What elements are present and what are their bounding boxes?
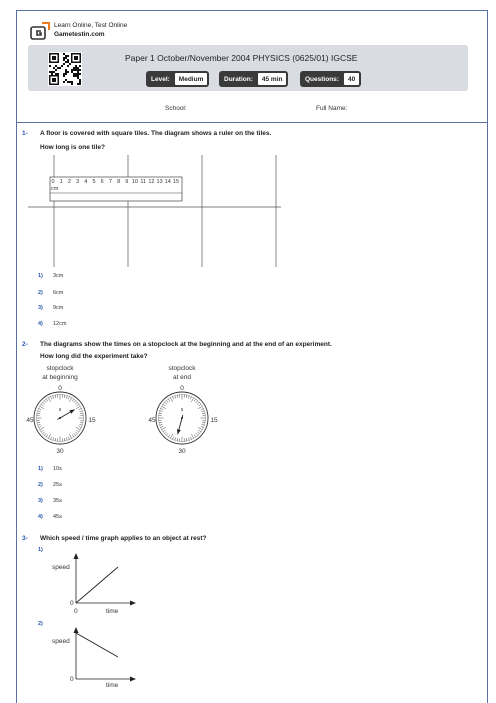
qr-module xyxy=(69,63,71,65)
ruler-tick-label: 3 xyxy=(76,179,79,185)
qr-module xyxy=(73,69,75,71)
qr-module xyxy=(77,67,79,69)
qr-module xyxy=(77,83,79,85)
qr-module xyxy=(69,81,71,83)
qr-code-icon xyxy=(48,52,82,86)
graph-1-ylabel: speed xyxy=(52,564,70,571)
ruler-tick-label: 6 xyxy=(101,179,104,185)
question-1-prompt: How long is one tile? xyxy=(40,144,105,151)
qr-finder-core xyxy=(74,56,78,60)
ruler-tick-label: 5 xyxy=(92,179,95,185)
clock-1-caption-1: stopclock xyxy=(46,365,74,372)
question-2-text: The diagrams show the times on a stopclock at the beginning and at the end of an experiment. xyxy=(40,341,332,348)
qr-module xyxy=(65,79,67,81)
duration-label: Duration: xyxy=(219,76,258,83)
qr-module xyxy=(53,71,55,73)
qr-module xyxy=(57,67,59,69)
qr-module xyxy=(63,57,65,59)
qr-finder-core xyxy=(52,78,56,82)
clock-1-label-right: 15 xyxy=(88,417,96,424)
qr-module xyxy=(79,81,81,83)
qr-module xyxy=(75,69,77,71)
qr-module xyxy=(73,73,75,75)
brand-tagline: Learn Online, Test Online xyxy=(54,21,127,30)
qr-module xyxy=(67,55,69,57)
q2-option-1[interactable]: 10s xyxy=(53,466,62,472)
qr-module xyxy=(65,61,67,63)
qr-module xyxy=(63,81,65,83)
q2-option-2-number: 2) xyxy=(38,482,43,488)
q3-option-2-number: 2) xyxy=(38,621,43,627)
stopclock-beginning xyxy=(20,362,130,458)
q1-option-4[interactable]: 12cm xyxy=(53,321,66,327)
qr-module xyxy=(77,75,79,77)
graph-2-xlabel: time xyxy=(106,682,119,689)
clock-1-caption-2: at beginning xyxy=(42,374,78,381)
qr-module xyxy=(55,69,57,71)
question-1-number: 1- xyxy=(22,130,28,137)
question-3-text: Which speed / time graph applies to an object at rest? xyxy=(40,535,207,542)
qr-module xyxy=(65,69,67,71)
stopclock-end xyxy=(142,362,252,458)
qr-module xyxy=(63,73,65,75)
qr-module xyxy=(79,83,81,85)
graph-1-y-arrow-icon xyxy=(74,553,79,559)
question-1-text: A floor is covered with square tiles. The diagram shows a ruler on the tiles. xyxy=(40,130,271,137)
qr-module xyxy=(49,65,51,67)
level-label: Level: xyxy=(146,76,175,83)
ruler-tick-label: 8 xyxy=(117,179,120,185)
ruler-tick-label: 1 xyxy=(60,179,63,185)
qr-module xyxy=(73,75,75,77)
q2-option-2[interactable]: 25s xyxy=(53,482,62,488)
qr-module xyxy=(73,67,75,69)
question-2-number: 2- xyxy=(22,341,28,348)
qr-module xyxy=(65,57,67,59)
graph-1-origin-x: 0 xyxy=(74,608,78,615)
clock-1-label-left: 45 xyxy=(26,417,34,424)
clock-2-label-top: 0 xyxy=(180,385,184,392)
q1-option-2-number: 2) xyxy=(38,290,43,296)
graph-1-x-arrow-icon xyxy=(130,601,136,606)
qr-module xyxy=(75,67,77,69)
clock-pivot xyxy=(181,417,183,419)
qr-module xyxy=(63,75,65,77)
clock-2-label-bottom: 30 xyxy=(178,448,186,455)
qr-module xyxy=(71,69,73,71)
q2-option-1-number: 1) xyxy=(38,466,43,472)
qr-module xyxy=(71,83,73,85)
brand-site: Gametestin.com xyxy=(54,30,127,39)
qr-module xyxy=(67,65,69,67)
qr-module xyxy=(75,75,77,77)
full-name-field-label: Full Name: xyxy=(316,105,347,112)
qr-module xyxy=(77,77,79,79)
qr-module xyxy=(79,65,81,67)
qr-module xyxy=(55,73,57,75)
clock-2-caption-2: at end xyxy=(173,374,191,381)
qr-module xyxy=(67,81,69,83)
q3-graph-1[interactable] xyxy=(50,551,140,617)
questions-label: Questions: xyxy=(300,76,344,83)
graph-2-y-arrow-icon xyxy=(74,627,79,633)
ruler-unit-label: cm xyxy=(51,186,59,192)
qr-module xyxy=(79,79,81,81)
tile-ruler-diagram xyxy=(28,155,284,267)
q2-option-4[interactable]: 45s xyxy=(53,514,62,520)
clock-2-unit: s xyxy=(181,407,184,413)
tile-grid xyxy=(28,155,281,267)
school-field-label: School: xyxy=(165,105,187,112)
ruler-tick-label: 9 xyxy=(125,179,128,185)
duration-value: 45 min xyxy=(258,73,287,85)
qr-module xyxy=(65,55,67,57)
clock-2-face xyxy=(156,392,208,444)
brand-text xyxy=(54,21,127,39)
qr-module xyxy=(65,73,67,75)
qr-module xyxy=(59,67,61,69)
ruler-tick-label: 14 xyxy=(165,179,171,185)
qr-module xyxy=(79,73,81,75)
level-badge xyxy=(146,71,209,87)
questions-value: 40 xyxy=(344,73,359,85)
clock-1-label-top: 0 xyxy=(58,385,62,392)
clock-pivot xyxy=(59,417,61,419)
q2-option-3[interactable]: 35s xyxy=(53,498,62,504)
paper-title: Paper 1 October/November 2004 PHYSICS (0625/01) IGCSE xyxy=(125,53,357,63)
qr-finder-core xyxy=(52,56,56,60)
qr-module xyxy=(67,59,69,61)
graph-2-x-arrow-icon xyxy=(130,677,136,682)
question-2-prompt: How long did the experiment take? xyxy=(40,353,148,360)
ruler-tick-label: 15 xyxy=(173,179,179,185)
q2-option-4-number: 4) xyxy=(38,514,43,520)
level-value: Medium xyxy=(175,73,208,85)
question-3-number: 3- xyxy=(22,535,28,542)
ruler-tick-label: 10 xyxy=(132,179,138,185)
qr-module xyxy=(49,71,51,73)
qr-module xyxy=(77,73,79,75)
graph-2-origin-y: 0 xyxy=(70,676,74,683)
duration-badge xyxy=(219,71,288,87)
clock-1-label-bottom: 30 xyxy=(56,448,64,455)
clock-1-unit: s xyxy=(59,407,62,413)
qr-module xyxy=(65,71,67,73)
qr-module xyxy=(67,71,69,73)
qr-module xyxy=(75,65,77,67)
ruler-tick-label: 11 xyxy=(140,179,146,185)
graph-1-line xyxy=(76,567,118,603)
qr-module xyxy=(71,71,73,73)
qr-module xyxy=(51,73,53,75)
graph-1-origin-y: 0 xyxy=(70,600,74,607)
header-divider xyxy=(17,122,487,123)
clock-2-caption-1: stopclock xyxy=(168,365,196,372)
qr-module xyxy=(61,65,63,67)
clock-2-label-left: 45 xyxy=(148,417,156,424)
qr-module xyxy=(51,71,53,73)
clock-1-face xyxy=(34,392,86,444)
qr-module xyxy=(57,73,59,75)
q1-option-4-number: 4) xyxy=(38,321,43,327)
q1-option-1[interactable]: 3cm xyxy=(53,273,63,279)
clock-2-label-right: 15 xyxy=(210,417,218,424)
qr-module xyxy=(77,69,79,71)
ruler-tick-label: 0 xyxy=(51,179,54,185)
qr-module xyxy=(63,63,65,65)
q1-option-3-number: 3) xyxy=(38,305,43,311)
questions-badge xyxy=(300,71,361,87)
q2-option-3-number: 3) xyxy=(38,498,43,504)
qr-module xyxy=(55,65,57,67)
qr-module xyxy=(79,69,81,71)
qr-module xyxy=(53,67,55,69)
q1-option-2[interactable]: 6cm xyxy=(53,290,63,296)
qr-module xyxy=(63,59,65,61)
q1-option-1-number: 1) xyxy=(38,273,43,279)
gametestin-logo-icon xyxy=(30,22,50,40)
qr-module xyxy=(63,53,65,55)
ruler-tick-label: 2 xyxy=(68,179,71,185)
graph-2-ylabel: speed xyxy=(52,638,70,645)
ruler-tick-label: 13 xyxy=(157,179,163,185)
qr-module xyxy=(77,71,79,73)
qr-module xyxy=(75,73,77,75)
q3-graph-2[interactable] xyxy=(50,625,140,691)
ruler-tick-label: 12 xyxy=(148,179,154,185)
qr-module xyxy=(71,81,73,83)
ruler-tick-label: 7 xyxy=(109,179,112,185)
qr-module xyxy=(67,61,69,63)
graph-2-line xyxy=(76,633,118,657)
graph-1-xlabel: time xyxy=(106,608,119,615)
ruler-tick-label: 4 xyxy=(84,179,87,185)
q1-option-3[interactable]: 9cm xyxy=(53,305,63,311)
q3-option-1-number: 1) xyxy=(38,547,43,553)
